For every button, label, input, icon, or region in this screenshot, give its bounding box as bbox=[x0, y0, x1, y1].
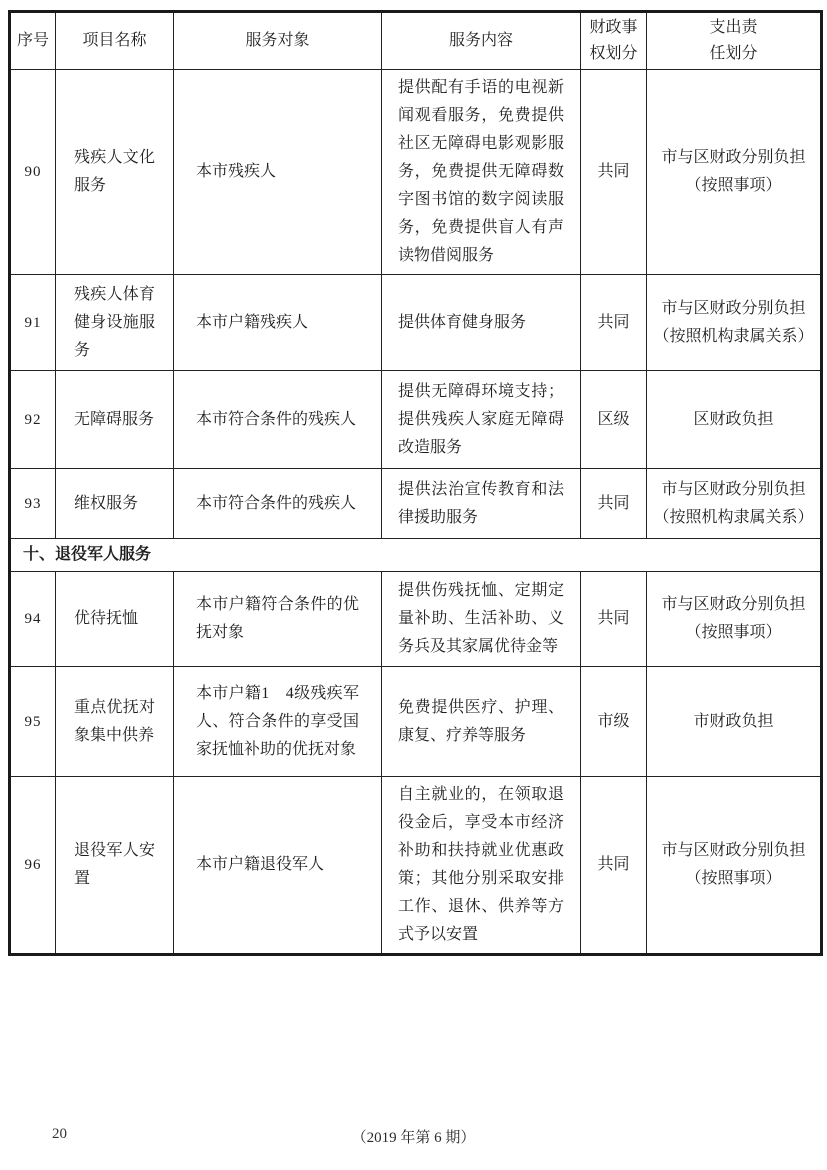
header-fiscal-authority-label: 财政事权划分 bbox=[589, 19, 638, 62]
page-number: 20 bbox=[52, 1126, 67, 1142]
cell-expenditure-responsibility bbox=[647, 70, 822, 275]
cell-service-target: 本市符合条件的残疾人 bbox=[174, 469, 382, 539]
cell-no: 93 bbox=[10, 469, 56, 539]
cell-fiscal-authority: 共同 bbox=[581, 469, 647, 539]
cell-service-content: 提供配有手语的电视新闻观看服务，免费提供社区无障碍电影观影服务，免费提供无障碍数字图书馆的数字阅读服务，免费提供盲人有声读物借阅服务 bbox=[382, 70, 581, 275]
header-fiscal-authority bbox=[581, 12, 647, 70]
cell-service-target: 本市户籍符合条件的优抚对象 bbox=[174, 572, 382, 667]
cell-fiscal-authority: 共同 bbox=[581, 70, 647, 275]
cell-service-content: 免费提供医疗、护理、康复、疗养等服务 bbox=[382, 667, 581, 777]
cell-project-name: 退役军人安置 bbox=[56, 777, 174, 955]
responsibility-line2: （按照事项） bbox=[685, 870, 782, 887]
issue-label: （2019 年第 6 期） bbox=[351, 1130, 476, 1146]
section-header-row bbox=[10, 539, 822, 572]
table-header-row bbox=[10, 12, 822, 70]
header-project-name bbox=[56, 12, 174, 70]
responsibility-line1: 市财政负担 bbox=[693, 712, 774, 730]
table-row bbox=[10, 667, 822, 777]
cell-project-name: 维权服务 bbox=[56, 469, 174, 539]
cell-service-content: 提供法治宣传教育和法律援助服务 bbox=[382, 469, 581, 539]
table-row bbox=[10, 70, 822, 275]
services-fiscal-responsibility-table bbox=[8, 10, 823, 956]
cell-service-content: 提供无障碍环境支持；提供残疾人家庭无障碍改造服务 bbox=[382, 371, 581, 469]
cell-service-target: 本市残疾人 bbox=[174, 70, 382, 275]
cell-project-name: 重点优抚对象集中供养 bbox=[56, 667, 174, 777]
header-no bbox=[10, 12, 56, 70]
table-row bbox=[10, 777, 822, 955]
responsibility-line2: （按照机构隶属关系） bbox=[653, 508, 814, 526]
cell-expenditure-responsibility bbox=[647, 777, 822, 955]
cell-service-target: 本市户籍残疾人 bbox=[174, 275, 382, 371]
responsibility-line1: 市与区财政分别负担 bbox=[661, 480, 806, 498]
cell-expenditure-responsibility bbox=[647, 469, 822, 539]
cell-no: 96 bbox=[10, 777, 56, 955]
cell-project-name: 优待抚恤 bbox=[56, 572, 174, 667]
cell-expenditure-responsibility bbox=[647, 275, 822, 371]
header-service-target-label: 服务对象 bbox=[245, 32, 310, 49]
responsibility-line2: （按照机构隶属关系） bbox=[653, 327, 814, 345]
cell-service-content: 提供体育健身服务 bbox=[382, 275, 581, 371]
cell-no: 95 bbox=[10, 667, 56, 777]
responsibility-line1: 市与区财政分别负担 bbox=[661, 842, 806, 859]
cell-project-name: 残疾人体育健身设施服务 bbox=[56, 275, 174, 371]
responsibility-line2: （按照事项） bbox=[685, 624, 782, 641]
cell-no: 94 bbox=[10, 572, 56, 667]
cell-expenditure-responsibility bbox=[647, 371, 822, 469]
responsibility-line2: （按照事项） bbox=[685, 177, 782, 194]
cell-no: 91 bbox=[10, 275, 56, 371]
header-no-label: 序号 bbox=[16, 32, 49, 49]
table-row bbox=[10, 275, 822, 371]
cell-service-content: 自主就业的，在领取退役金后，享受本市经济补助和扶持就业优惠政策；其他分别采取安排工作、退休、供养等方式予以安置 bbox=[382, 777, 581, 955]
header-service-content-label: 服务内容 bbox=[448, 32, 513, 49]
cell-project-name: 残疾人文化服务 bbox=[56, 70, 174, 275]
table-row bbox=[10, 469, 822, 539]
cell-fiscal-authority: 共同 bbox=[581, 777, 647, 955]
cell-fiscal-authority: 共同 bbox=[581, 572, 647, 667]
cell-expenditure-responsibility bbox=[647, 667, 822, 777]
cell-service-content: 提供伤残抚恤、定期定量补助、生活补助、义务兵及其家属优待金等 bbox=[382, 572, 581, 667]
responsibility-line1: 市与区财政分别负担 bbox=[661, 299, 806, 317]
responsibility-line1: 区财政负担 bbox=[693, 410, 774, 428]
cell-expenditure-responsibility bbox=[647, 572, 822, 667]
page-footer bbox=[0, 1122, 827, 1152]
cell-service-target: 本市户籍1 4级残疾军人、符合条件的享受国家抚恤补助的优抚对象 bbox=[174, 667, 382, 777]
table-row bbox=[10, 371, 822, 469]
cell-fiscal-authority: 市级 bbox=[581, 667, 647, 777]
cell-no: 92 bbox=[10, 371, 56, 469]
header-service-content bbox=[382, 12, 581, 70]
cell-service-target: 本市户籍退役军人 bbox=[174, 777, 382, 955]
responsibility-line1: 市与区财政分别负担 bbox=[661, 596, 806, 613]
responsibility-line1: 市与区财政分别负担 bbox=[661, 149, 806, 166]
cell-no: 90 bbox=[10, 70, 56, 275]
table-row bbox=[10, 572, 822, 667]
cell-project-name: 无障碍服务 bbox=[56, 371, 174, 469]
header-expenditure-responsibility-label: 支出责任划分 bbox=[709, 19, 758, 62]
header-expenditure-responsibility bbox=[647, 12, 822, 70]
cell-service-target: 本市符合条件的残疾人 bbox=[174, 371, 382, 469]
section-title: 十、退役军人服务 bbox=[10, 539, 822, 572]
cell-fiscal-authority: 共同 bbox=[581, 275, 647, 371]
header-service-target bbox=[174, 12, 382, 70]
cell-fiscal-authority: 区级 bbox=[581, 371, 647, 469]
header-project-name-label: 项目名称 bbox=[82, 32, 147, 49]
